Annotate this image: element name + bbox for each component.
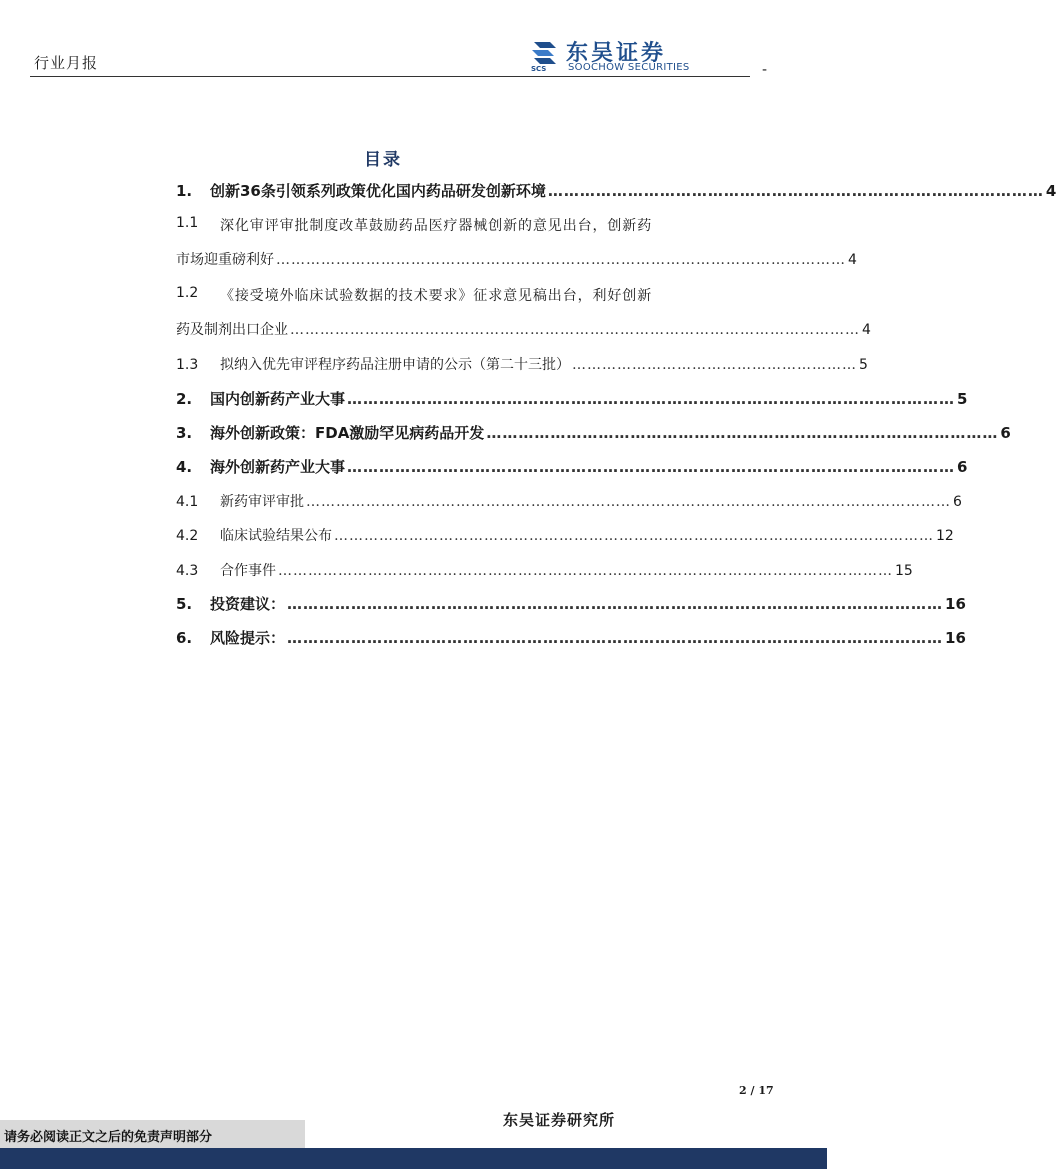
header-rule <box>30 76 750 77</box>
company-logo <box>528 38 703 76</box>
toc-entry[interactable] <box>176 593 966 614</box>
toc-entry-text: 投资建议： <box>210 595 286 613</box>
footer-bar <box>0 1148 827 1169</box>
toc-entry[interactable] <box>176 491 962 511</box>
page-number: 2 / 17 <box>739 1084 774 1097</box>
toc-entry-page: 5 <box>859 357 868 373</box>
toc-entry-page: 6 <box>957 458 968 476</box>
toc-entry-page: 15 <box>895 563 913 579</box>
toc-entry[interactable] <box>176 388 968 409</box>
toc-leader-dots: …………………………………………………………………………………………………………… <box>287 629 944 647</box>
toc-leader-dots: ………………………………………………… <box>572 357 857 373</box>
toc-entry[interactable] <box>176 560 913 580</box>
toc-leader-dots: ………………………………………………………………………………………………………… <box>334 528 934 544</box>
toc-entry[interactable] <box>176 180 1056 201</box>
logo-chinese-name: 东吴证券 <box>566 41 667 66</box>
toc-entry-text-line1: 《接受境外临床试验数据的技术要求》征求意见稿出台，利好创新 <box>220 288 653 304</box>
toc-entry[interactable] <box>176 422 1011 443</box>
toc-entry-page: 4 <box>848 252 857 268</box>
footer-institute: 东吴证券研究所 <box>503 1111 616 1129</box>
logo-english-name: SOOCHOW SECURITIES <box>568 62 690 73</box>
toc-entry-text: 合作事件 <box>220 563 276 579</box>
toc-entry-text-line1: 深化审评审批制度改革鼓励药品医疗器械创新的意见出台，创新药 <box>220 218 653 234</box>
toc-entry[interactable] <box>176 354 868 374</box>
logo-mark-text: SCS <box>531 65 547 73</box>
toc-entry-number: 1.3 <box>176 357 199 373</box>
toc-entry-number: 1.1 <box>176 215 199 231</box>
toc-entry-number: 4.1 <box>176 494 199 510</box>
toc-entry-number: 1. <box>176 182 193 200</box>
toc-leader-dots: …………………………………………………………………………………………………… <box>347 390 956 408</box>
toc-entry-page: 4 <box>1045 182 1056 200</box>
toc-entry-text: 创新36条引领系列政策优化国内药品研发创新环境 <box>210 182 546 200</box>
toc-entry-text: 海外创新药产业大事 <box>210 458 346 476</box>
toc-entry[interactable] <box>176 525 954 545</box>
toc-entry-page: 16 <box>945 629 966 647</box>
toc-entry-number: 4.2 <box>176 528 199 544</box>
toc-entry-page: 12 <box>936 528 954 544</box>
toc-entry-number: 5. <box>176 595 193 613</box>
toc-entry-page: 16 <box>945 595 966 613</box>
toc-entry[interactable] <box>176 285 871 339</box>
toc-title: 目录 <box>364 150 402 170</box>
toc-entry-number: 3. <box>176 424 193 442</box>
toc-entry-number: 2. <box>176 390 193 408</box>
toc-leader-dots: ………………………………………………………………………………… <box>547 182 1044 200</box>
toc-entry[interactable] <box>176 627 966 648</box>
toc-leader-dots: …………………………………………………………………………………………………………… <box>278 563 893 579</box>
toc-leader-dots: …………………………………………………………………………………………………… <box>347 458 956 476</box>
toc-leader-dots: …………………………………………………………………………………………………… <box>290 322 860 338</box>
toc-entry[interactable] <box>176 456 968 477</box>
toc-entry-text-line2: 市场迎重磅利好 <box>176 252 274 268</box>
toc-entry-page: 5 <box>957 390 968 408</box>
toc-entry-number: 4.3 <box>176 563 199 579</box>
toc-entry-text-line2: 药及制剂出口企业 <box>176 322 288 338</box>
toc-entry-text: 海外创新政策：FDA激励罕见病药品开发 <box>210 424 485 442</box>
toc-leader-dots: …………………………………………………………………………………………………………… <box>287 595 944 613</box>
toc-entry-text: 风险提示： <box>210 629 286 647</box>
toc-entry-page: 6 <box>953 494 962 510</box>
header-label: 行业月报 <box>34 54 99 72</box>
toc-entry-number: 6. <box>176 629 193 647</box>
toc-leader-dots: …………………………………………………………………………………… <box>486 424 999 442</box>
toc-entry-text: 临床试验结果公布 <box>220 528 332 544</box>
logo-mark-icon <box>528 38 562 72</box>
toc-leader-dots: ………………………………………………………………………………………………………………… <box>306 494 951 510</box>
toc-entry-page: 4 <box>862 322 871 338</box>
toc-entry-number: 1.2 <box>176 285 199 301</box>
toc-entry-page: 6 <box>1000 424 1011 442</box>
toc-entry[interactable] <box>176 215 857 269</box>
toc-entry-text: 拟纳入优先审评程序药品注册申请的公示（第二十三批） <box>220 357 570 373</box>
disclaimer-text: 请务必阅读正文之后的免责声明部分 <box>4 1130 213 1145</box>
toc-entry-number: 4. <box>176 458 193 476</box>
toc-leader-dots: …………………………………………………………………………………………………… <box>276 252 846 268</box>
toc-entry-text: 国内创新药产业大事 <box>210 390 346 408</box>
toc-entry-text: 新药审评审批 <box>220 494 304 510</box>
header-dash: - <box>762 62 768 78</box>
